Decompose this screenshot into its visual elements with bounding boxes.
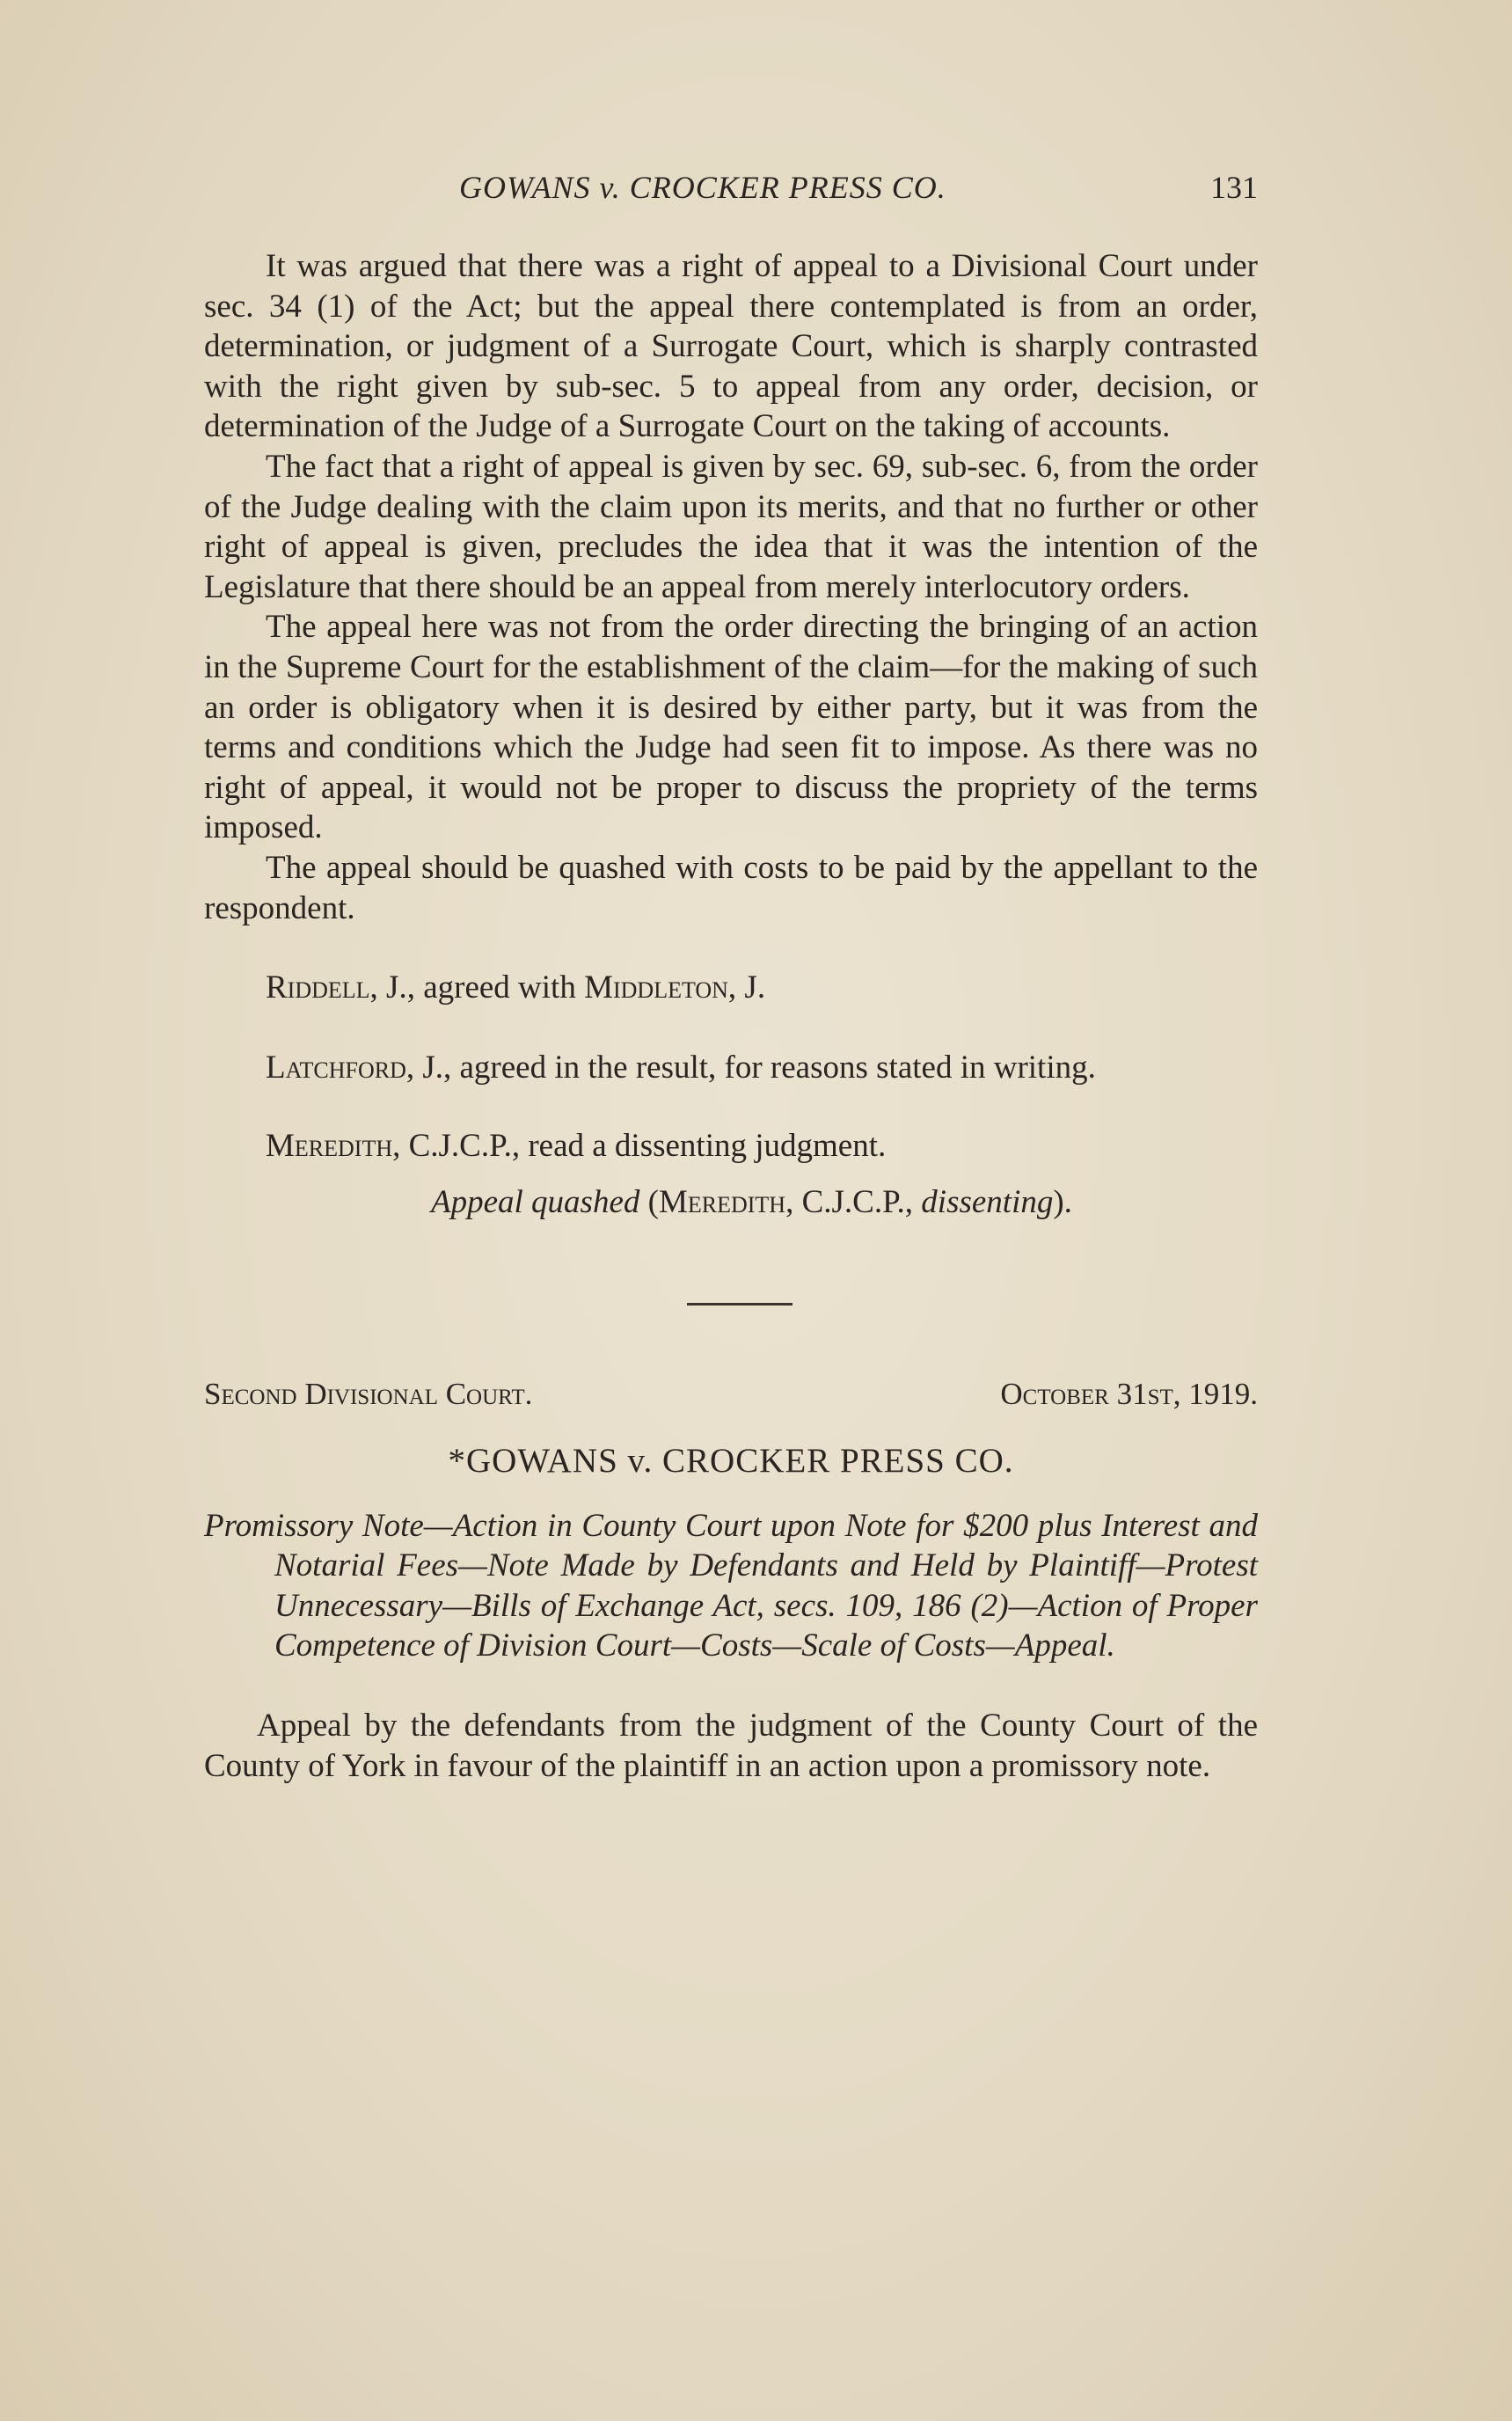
headnote: Promissory Note—Action in County Court upon Note for $200 plus Interest and Notarial Fees—Note Made by Defendants and Held by Plaintiff—Protest Unnecessary—Bills of Exchange Act, secs. 109, 186 (2)—Action of Proper Competence of Division Court—Costs—Scale of Costs—Appeal. [204,1507,1258,1664]
paragraph: The appeal should be quashed with costs to be paid by the appellant to the respondent. [204,849,1258,926]
judge-name: Meredith [266,1128,393,1165]
judge-name: Meredith [658,1183,786,1220]
page-header [204,169,1258,213]
judge-name: Middleton [584,969,728,1006]
concurrence-latchford: Latchford, J., agreed in the result, for reasons stated in writing. [266,1049,1096,1086]
paragraph: The fact that a right of appeal is given by sec. 69, sub-sec. 6, from the order of the Judge dealing with the claim upon its merits, and that no further or other right of appeal is given, precludes the idea that it was the intention of the Legislature that there should be an appeal from merely interlocutory orders. [204,448,1258,605]
page-number: 131 [1210,170,1258,205]
body-text [204,246,1258,1818]
decision-date: October 31st, 1919. [1000,1377,1258,1412]
court-line [204,1374,1258,1415]
judge-name: Latchford [266,1049,406,1086]
disposition-result: Appeal quashed [431,1183,640,1220]
paragraph: The appeal here was not from the order directing the bringing of an action in the Supreme Court for the establishment of the claim—for the making of such an order is obligatory when it is desired by either party, but it was from the terms and conditions which the Judge had seen fit to impose. As there was no right of appeal, it would not be proper to discuss the propriety of the terms imposed. [204,609,1258,846]
dissent-note: dissenting [921,1183,1054,1220]
case-title: *GOWANS v. CROCKER PRESS CO. [448,1442,1014,1481]
judge-name: Riddell [266,969,370,1006]
paragraph: It was argued that there was a right of appeal to a Divisional Court under sec. 34 (1) of the Act; but the appeal there contemplated is from an order, determination, or judgment of a Surrogate Court, which is sharply contrasted with the right given by sub-sec. 5 to appeal from any order, decision, or determination of the Judge of a Surrogate Court on the taking of accounts. [204,248,1258,445]
disposition: Appeal quashed (Meredith, C.J.C.P., dissenting). [431,1183,1072,1220]
dissent-meredith: Meredith, C.J.C.P., read a dissenting judgment. [266,1128,887,1165]
section-divider [687,1303,793,1306]
court-name: Second Divisional Court. [204,1377,533,1412]
running-head: GOWANS v. CROCKER PRESS CO. [459,170,946,205]
concurrence-riddell: Riddell, J., agreed with Middleton, J. [266,969,766,1006]
opening-paragraph: Appeal by the defendants from the judgment of the County Court of the County of York in favour of the plaintiff in an action upon a promissory note. [204,1708,1258,1784]
